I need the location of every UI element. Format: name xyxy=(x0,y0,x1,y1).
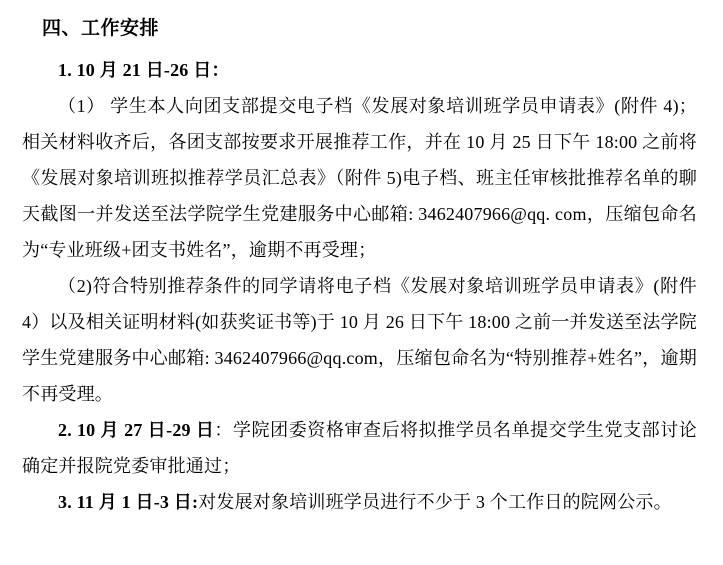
section-heading: 四、工作安排 xyxy=(42,18,160,39)
item-1-label xyxy=(22,52,697,88)
item-2-paragraph-1: ：学院团委资格审查后将拟推学员名单提交学生党支部讨论确定并报院党委审批通过； xyxy=(22,420,697,476)
item-1-label-text: 1. 10 月 21 日-26 日： xyxy=(58,60,230,80)
item-1-paragraph-2: （2)符合特别推荐条件的同学请将电子档《发展对象培训班学员申请表》(附件 4）以及相关证明材料(如获奖证书等)于 10 月 26 日下午 18:00 之前一并发送至法学院学生党建服务中心邮箱: 3462407966@qq.com，压缩包命名为“特别推荐+姓名”，逾期不再受理。 xyxy=(22,276,697,404)
item-3-label-text: 3. 11 月 1 日-3 日: xyxy=(58,492,199,512)
item-2 xyxy=(22,412,697,484)
item-3 xyxy=(22,484,697,520)
item-3-paragraph-1: 对发展对象培训班学员进行不少于 3 个工作日的院网公示。 xyxy=(198,492,672,512)
item-1-paragraph-1: （1） 学生本人向团支部提交电子档《发展对象培训班学员申请表》(附件 4)；相关材料收齐后，各团支部按要求开展推荐工作，并在 10 月 25 日下午 18:00 之前将《发展对象培训班拟推荐学员汇总表》（附件 5)电子档、班主任审核批推荐名单的聊天截图一并发送至法学院学生党建服务中心邮箱: 3462407966@qq. com，压缩包命名为“专业班级+团支书姓名”，逾期不再受理； xyxy=(22,96,697,260)
item-2-label-text: 2. 10 月 27 日-29 日 xyxy=(58,420,215,440)
